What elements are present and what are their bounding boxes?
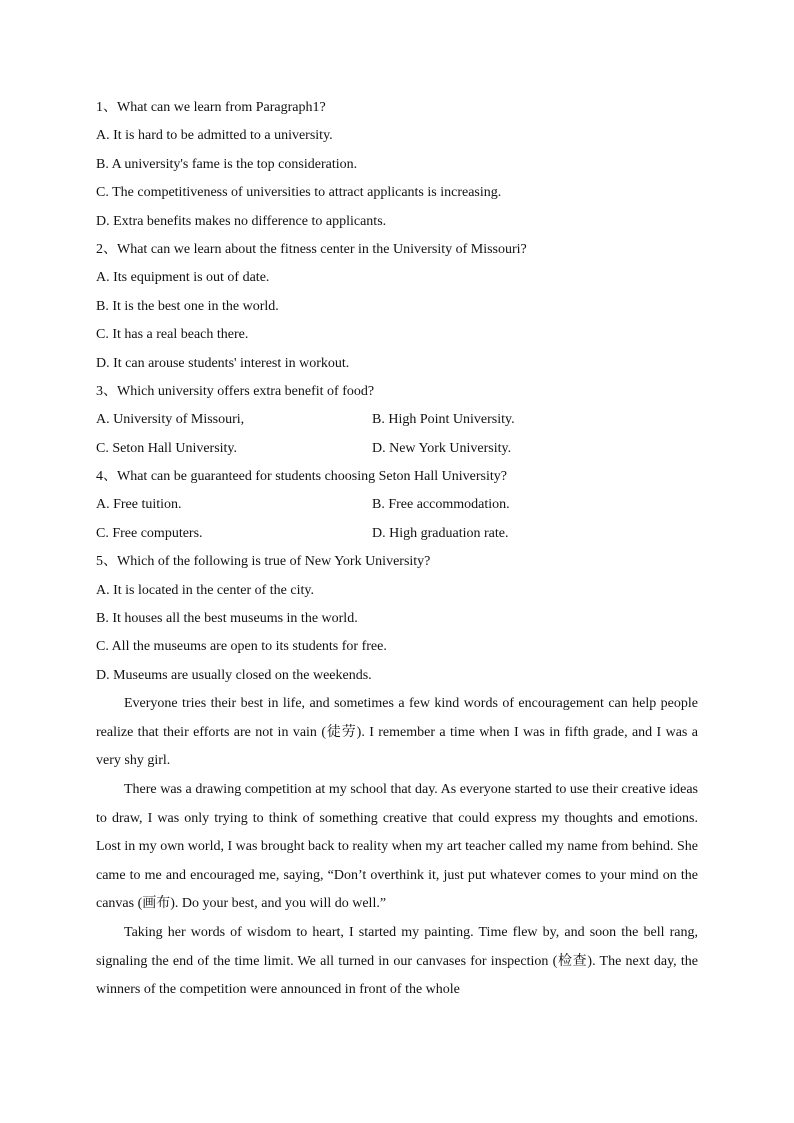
option-d: D. High graduation rate. (372, 525, 509, 541)
passage-paragraph-2: There was a drawing competition at my school that day. As everyone started to use their creative ideas to draw, I was only trying to think of something creative that could express my thoughts and emotions. Lost in my own world, I was brought back to reality when my art teacher called my name from behind. She came to me and encouraged me, saying, “Don’t overthink it, just put whatever comes to your mind on the canvas (画布). Do your best, and you will do well.” (96, 781, 698, 912)
option-a: A. It is hard to be admitted to a university. (96, 128, 333, 144)
option-d: D. Extra benefits makes no difference to applicants. (96, 213, 387, 229)
option-c: C. Seton Hall University. (96, 440, 238, 456)
document-page (96, 94, 698, 1005)
question-stem: 4、What can be guaranteed for students choosing Seton Hall University? (96, 469, 507, 485)
option-row (96, 520, 698, 548)
question-3 (96, 378, 698, 463)
option-b: B. It is the best one in the world. (96, 298, 279, 314)
question-stem: 2、What can we learn about the fitness center in the University of Missouri? (96, 241, 527, 257)
question-stem: 5、Which of the following is true of New York University? (96, 554, 431, 570)
option-b: B. High Point University. (372, 412, 515, 428)
reading-passage (96, 690, 698, 1005)
question-1 (96, 94, 698, 236)
option-a: A. Free tuition. (96, 497, 182, 513)
option-b: B. Free accommodation. (372, 497, 510, 513)
option-c: C. Free computers. (96, 525, 203, 541)
question-2 (96, 236, 698, 378)
option-a: A. Its equipment is out of date. (96, 270, 270, 286)
option-c: C. All the museums are open to its students for free. (96, 639, 387, 655)
option-row (96, 491, 698, 519)
question-stem: 1、What can we learn from Paragraph1? (96, 100, 326, 115)
option-d: D. New York University. (372, 440, 512, 456)
option-row (96, 406, 698, 434)
question-4 (96, 463, 698, 548)
option-d: D. Museums are usually closed on the weekends. (96, 667, 372, 683)
option-a: A. It is located in the center of the city. (96, 582, 314, 598)
option-a: A. University of Missouri, (96, 412, 245, 428)
option-b: B. It houses all the best museums in the world. (96, 611, 358, 627)
passage-paragraph-3: Taking her words of wisdom to heart, I started my painting. Time flew by, and soon the bell rang, signaling the end of the time limit. We all turned in our canvases for inspection (检查). The next day, the winners of the competition were announced in front of the whole (96, 924, 698, 998)
option-b: B. A university's fame is the top consideration. (96, 156, 358, 172)
option-d: D. It can arouse students' interest in workout. (96, 355, 350, 371)
question-5 (96, 548, 698, 690)
option-c: C. The competitiveness of universities to attract applicants is increasing. (96, 185, 502, 201)
question-stem: 3、Which university offers extra benefit of food? (96, 383, 375, 399)
option-row (96, 435, 698, 463)
passage-paragraph-1: Everyone tries their best in life, and sometimes a few kind words of encouragement can help people realize that their efforts are not in vain (徒劳). I remember a time when I was in fifth grade, and I was a very shy girl. (96, 696, 698, 769)
option-c: C. It has a real beach there. (96, 327, 249, 343)
